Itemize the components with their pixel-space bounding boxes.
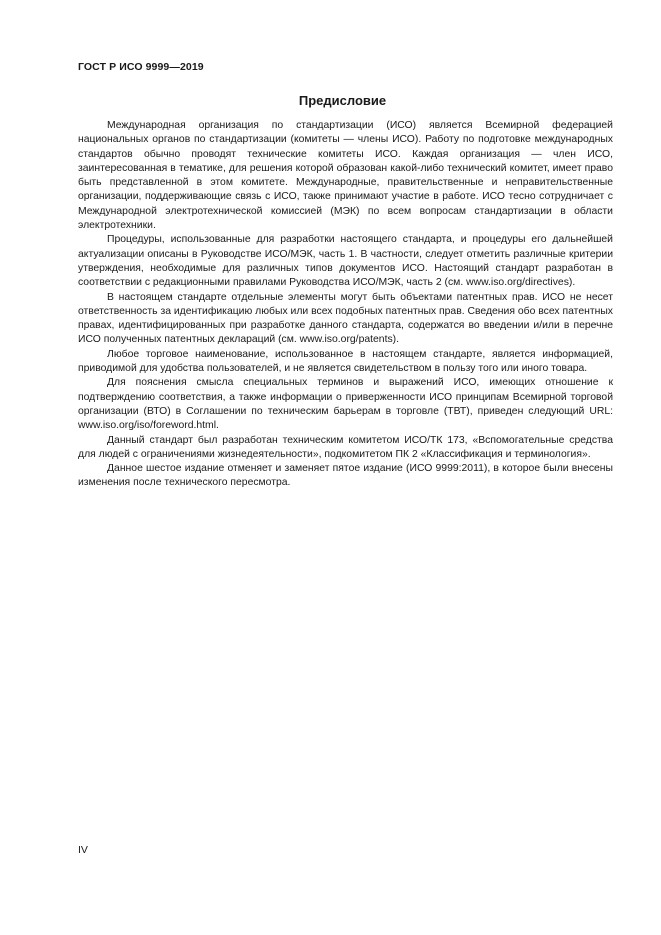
document-header: ГОСТ Р ИСО 9999—2019 [78,61,204,73]
foreword-body [78,119,613,491]
page-number: IV [78,844,88,856]
section-title: Предисловие [298,93,387,108]
paragraph: Данный стандарт был разработан техническим комитетом ИСО/ТК 173, «Вспомогательные средства для людей с ограничениями жизнедеятельности», подкомитетом ПК 2 «Классификация и терминология». [78,434,613,460]
paragraph: В настоящем стандарте отдельные элементы могут быть объектами патентных прав. ИСО не несет ответственность за идентификацию любых или всех подобных патентных прав. Сведения обо всех патентных правах, идентифицированных при разработке данного стандарта, содержатся во введении и/или в перечне ИСО полученных патентных деклараций (см. www.iso.org/patents). [78,291,613,346]
paragraph: Для пояснения смысла специальных терминов и выражений ИСО, имеющих отношение к подтверждению соответствия, а также информации о приверженности ИСО принципам Всемирной торговой организации (ВТО) в Соглашении по техническим барьерам в торговле (ТВТ), приведен следующий URL: www.iso.org/iso/foreword.html. [78,377,613,432]
paragraph: Международная организация по стандартизации (ИСО) является Всемирной федерацией национальных органов по стандартизации (комитеты — члены ИСО). Работу по подготовке международных стандартов обычно проводят технические комитеты ИСО. Каждая организация — член ИСО, заинтересованная в тематике, для решения которой образован какой-либо технический комитет, имеет право быть представленной в этом комитете. Международные, правительственные и неправительственные организации, поддерживающие связь с ИСО, также принимают участие в работе. ИСО тесно сотрудничает с Международной электротехнической комиссией (МЭК) по всем вопросам стандартизации в области электротехники. [78,120,613,232]
paragraph: Данное шестое издание отменяет и заменяет пятое издание (ИСО 9999:2011), в которое были внесены изменения после технического пересмотра. [78,463,613,489]
paragraph: Любое торговое наименование, использованное в настоящем стандарте, является информацией, приводимой для удобства пользователей, и не является свидетельством в пользу того или иного товара. [78,348,613,375]
paragraph: Процедуры, использованные для разработки настоящего стандарта, и процедуры его дальнейшей актуализации описаны в Руководстве ИСО/МЭК, часть 1. В частности, следует отметить различные критерии утверждения, необходимые для различных типов документов ИСО. Настоящий стандарт разработан в соответствии с редакционными правилами Руководства ИСО/МЭК, часть 2 (см. www.iso.org/directives). [78,234,613,289]
